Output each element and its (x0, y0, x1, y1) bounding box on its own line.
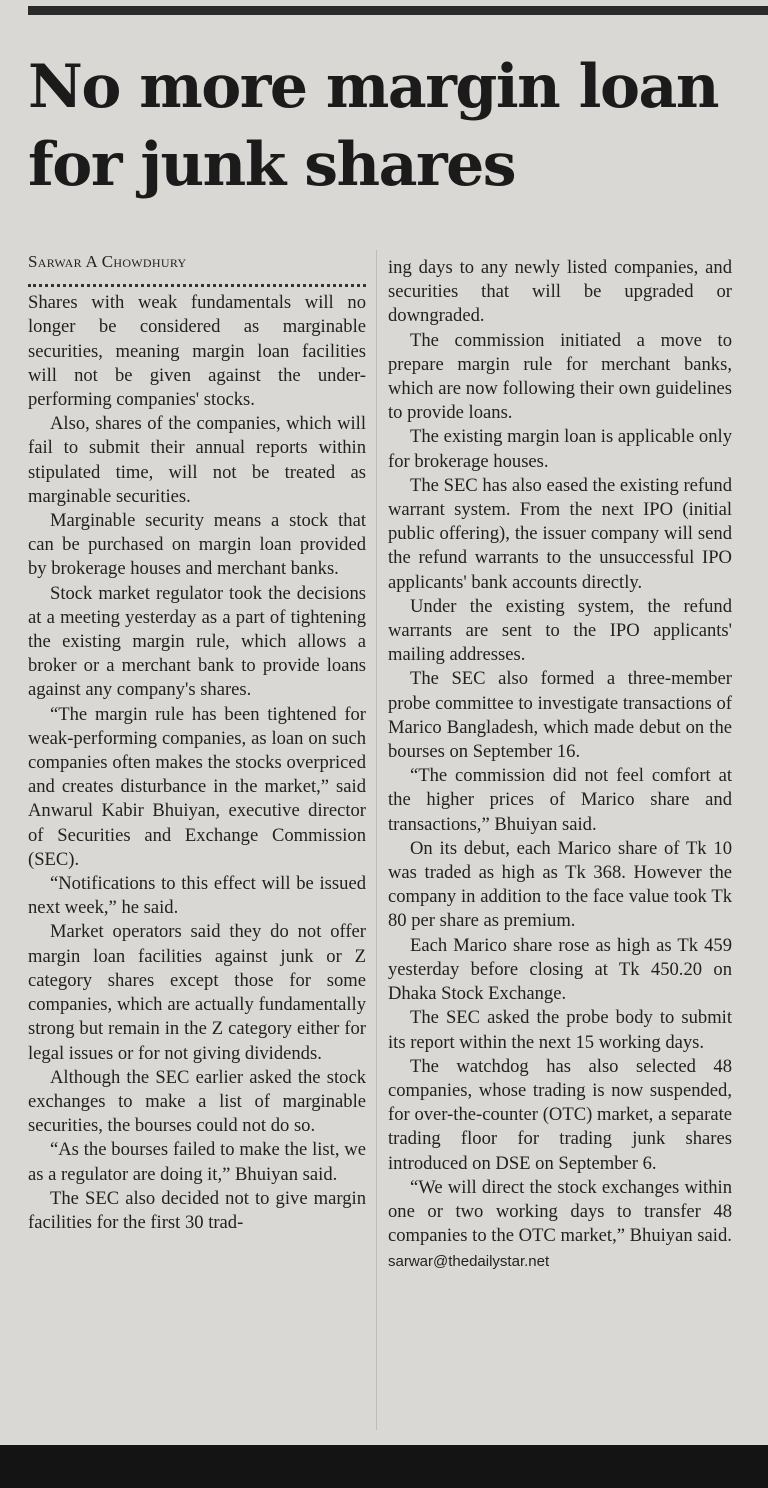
paragraph: Shares with weak fundamentals will no longer be considered as marginable securities, meaning margin loan facilities will not be given against the under-performing companies' stocks. (28, 292, 366, 411)
paragraph: Marginable security means a stock that can be purchased on margin loan provided by brokerage houses and merchant banks. (28, 510, 366, 580)
paragraph: On its debut, each Marico share of Tk 10 was traded as high as Tk 368. However the company in addition to the face value took Tk 80 per share as premium. (388, 837, 732, 932)
paragraph: Market operators said they do not offer margin loan facilities against junk or Z category shares except those for some companies, which are actually fundamentally strong but remain in the Z category either for legal issues or for not giving dividends. (28, 921, 366, 1064)
headline: No more margin loan for junk shares (28, 52, 718, 200)
paragraph: The existing margin loan is applicable only for brokerage houses. (388, 426, 732, 472)
paragraph: “Notifications to this effect will be issued next week,” he said. (28, 873, 366, 919)
paragraph: Also, shares of the companies, which will fail to submit their annual reports within stipulated time, will not be treated as marginable securities. (28, 413, 366, 507)
column-divider (376, 250, 377, 1430)
paragraph: Each Marico share rose as high as Tk 459 yesterday before closing at Tk 450.20 on Dhaka Stock Exchange. (388, 934, 732, 1005)
paragraph: Under the existing system, the refund warrants are sent to the IPO applicants' mailing addresses. (388, 595, 732, 666)
paragraph: The commission initiated a move to prepare margin rule for merchant banks, which are now following their own guidelines to provide loans. (388, 329, 732, 424)
paragraph: “The margin rule has been tightened for weak-performing companies, as loan on such companies often makes the stocks overpriced and creates disturbance in the market,” said Anwarul Kabir Bhuiyan, executive director of Securities and Exchange Commission (SEC). (28, 703, 366, 870)
dotted-rule (28, 284, 366, 287)
author-email: sarwar@thedailystar.net (388, 1253, 550, 1271)
paragraph: “We will direct the stock exchanges within one or two working days to transfer 48 companies to the OTC market,” Bhuiyan said. (388, 1176, 732, 1247)
paragraph: The watchdog has also selected 48 companies, whose trading is now suspended, for over-the-counter (OTC) market, a separate trading floor for trading junk shares introduced on DSE on September 6. (388, 1055, 732, 1174)
paragraph: “The commission did not feel comfort at the higher prices of Marico share and transactions,” Bhuiyan said. (388, 765, 732, 835)
byline: Sarwar A Chowdhury (28, 252, 187, 271)
bottom-band (0, 1445, 768, 1488)
paragraph: The SEC also decided not to give margin facilities for the first 30 trad- (28, 1187, 366, 1233)
column-2 (388, 256, 732, 1275)
paragraph: “As the bourses failed to make the list, we as a regulator are doing it,” Bhuiyan said. (28, 1139, 366, 1185)
top-rule (28, 6, 768, 15)
paragraph: Stock market regulator took the decisions at a meeting yesterday as a part of tightening the existing margin rule, which allows a broker or a merchant bank to provide loans against any company's shares. (28, 582, 366, 701)
paragraph: The SEC has also eased the existing refund warrant system. From the next IPO (initial public offering), the issuer company will send the refund warrants to the unsuccessful IPO applicants' bank accounts directly. (388, 474, 732, 593)
paragraph: Although the SEC earlier asked the stock exchanges to make a list of marginable securities, the bourses could not do so. (28, 1066, 366, 1137)
paragraph: ing days to any newly listed companies, and securities that will be upgraded or downgraded. (388, 257, 732, 327)
paragraph: The SEC also formed a three-member probe committee to investigate transactions of Marico Bangladesh, which made debut on the bourses on September 16. (388, 668, 732, 763)
column-1 (28, 250, 366, 1235)
paragraph: The SEC asked the probe body to submit its report within the next 15 working days. (388, 1007, 732, 1053)
